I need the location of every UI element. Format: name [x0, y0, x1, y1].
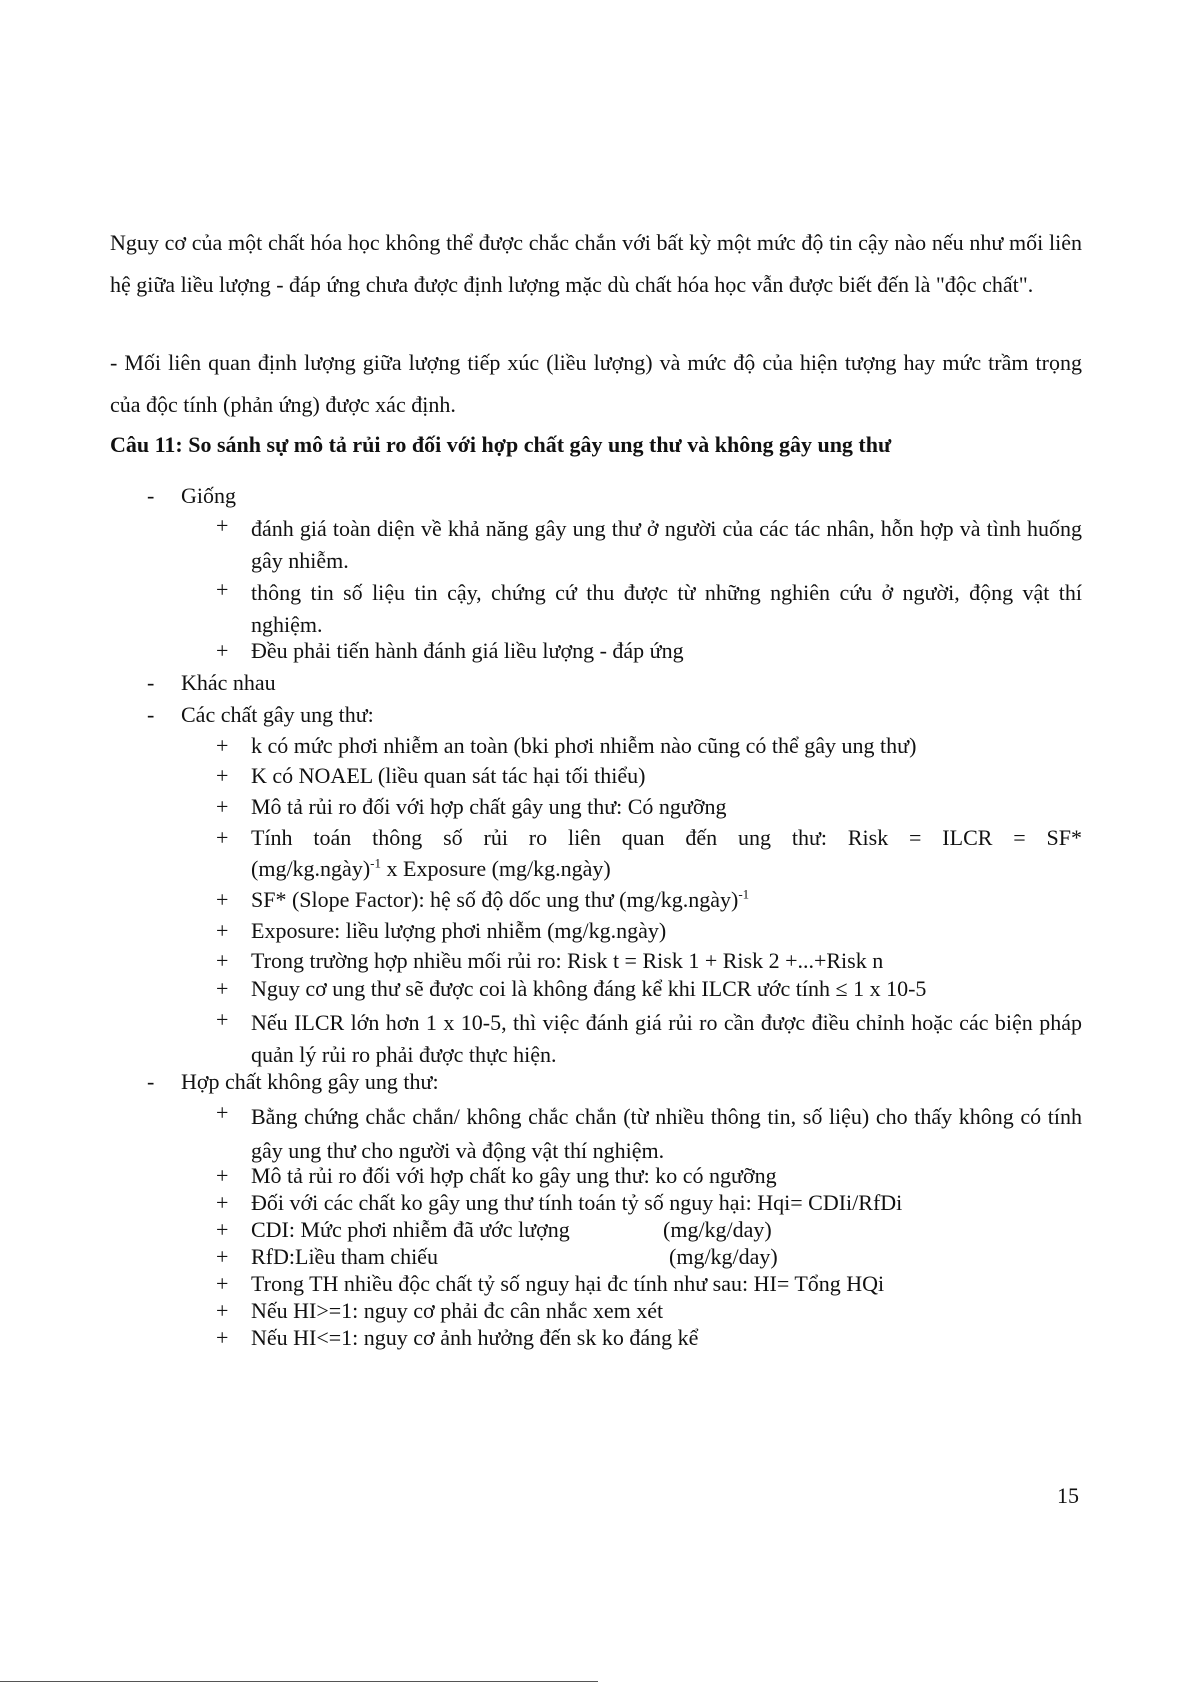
- list-item: Nếu HI>=1: nguy cơ phải đc cân nhắc xem xét: [251, 1298, 664, 1323]
- bullet-plus: +: [216, 513, 229, 538]
- khong-gay-ung-thu-label: Hợp chất không gây ung thư:: [181, 1069, 439, 1094]
- list-item: Trong trường hợp nhiều mối rủi ro: Risk t = Risk 1 + Risk 2 +...+Risk n: [251, 948, 884, 973]
- bullet-plus: +: [216, 1271, 229, 1296]
- giong-label: Giống: [181, 483, 236, 508]
- khac-nhau-label: Khác nhau: [181, 670, 276, 695]
- risk-formula-exposure: x Exposure (mg/kg.ngày): [381, 856, 611, 881]
- list-item: Bằng chứng chắc chắn/ không chắc chắn (từ nhiều thông tin, số liệu) cho thấy không có tính gây ung thư cho người và động vật thí nghiệm.: [251, 1104, 1082, 1163]
- list-item: Đều phải tiến hành đánh giá liều lượng - đáp ứng: [251, 638, 684, 663]
- list-item: Mô tả rủi ro đối với hợp chất ko gây ung thư: ko có ngưỡng: [251, 1163, 777, 1188]
- bullet-plus: +: [216, 825, 229, 850]
- bullet-plus: +: [216, 976, 229, 1001]
- risk-formula-unit: (mg/kg.ngày): [251, 856, 371, 881]
- section-heading: Câu 11: So sánh sự mô tả rủi ro đối với hợp chất gây ung thư và không gây ung thư: [110, 432, 892, 457]
- bullet-plus: +: [216, 763, 229, 788]
- bullet-plus: +: [216, 733, 229, 758]
- superscript: -1: [738, 886, 750, 902]
- page-number: 15: [1057, 1483, 1079, 1508]
- intro-paragraph-2: - Mối liên quan định lượng giữa lượng tiếp xúc (liều lượng) và mức độ của hiện tượng hay mức trầm trọng của độc tính (phản ứng) được xác định.: [110, 350, 1082, 417]
- bullet-plus: +: [216, 1244, 229, 1269]
- bullet-dash: -: [147, 702, 155, 727]
- bullet-dash: -: [147, 670, 155, 695]
- list-item: Nguy cơ ung thư sẽ được coi là không đáng kể khi ILCR ước tính ≤ 1 x 10-5: [251, 976, 927, 1001]
- bullet-plus: +: [216, 1007, 229, 1032]
- bullet-plus: +: [216, 1100, 229, 1125]
- bullet-plus: +: [216, 948, 229, 973]
- rfd-label: RfD:Liều tham chiếu: [251, 1244, 438, 1269]
- rfd-item: [251, 1244, 778, 1270]
- list-item: k có mức phơi nhiễm an toàn (bki phơi nhiễm nào cũng có thể gây ung thư): [251, 733, 917, 758]
- bullet-dash: -: [147, 1069, 155, 1094]
- risk-formula-line-2: [251, 856, 611, 882]
- list-item: Nếu ILCR lớn hơn 1 x 10-5, thì việc đánh giá rủi ro cần được điều chỉnh hoặc các biện pháp quản lý rủi ro phải được thực hiện.: [251, 1010, 1082, 1067]
- cdi-label: CDI: Mức phơi nhiễm đã ước lượng: [251, 1217, 570, 1242]
- bullet-plus: +: [216, 1217, 229, 1242]
- list-item: đánh giá toàn diện về khả năng gây ung thư ở người của các tác nhân, hỗn hợp và tình huống gây nhiễm.: [251, 516, 1082, 573]
- bullet-plus: +: [216, 1325, 229, 1350]
- cdi-item: [251, 1217, 772, 1243]
- list-item: K có NOAEL (liều quan sát tác hại tối thiểu): [251, 763, 646, 788]
- slope-factor-item: [251, 887, 749, 913]
- list-item: Exposure: liều lượng phơi nhiễm (mg/kg.ngày): [251, 918, 667, 943]
- rfd-unit: (mg/kg/day): [669, 1244, 778, 1269]
- slope-factor-text: SF* (Slope Factor): hệ số độ dốc ung thư (mg/kg.ngày): [251, 887, 739, 912]
- list-item: Mô tả rủi ro đối với hợp chất gây ung thư: Có ngưỡng: [251, 794, 727, 819]
- bullet-plus: +: [216, 918, 229, 943]
- bullet-dash: -: [147, 483, 155, 508]
- list-item: Nếu HI<=1: nguy cơ ảnh hưởng đến sk ko đáng kể: [251, 1325, 699, 1350]
- footer-divider: [0, 1681, 598, 1682]
- list-item: thông tin số liệu tin cậy, chứng cứ thu được từ những nghiên cứu ở người, động vật thí nghiệm.: [251, 580, 1082, 637]
- bullet-plus: +: [216, 577, 229, 602]
- bullet-plus: +: [216, 794, 229, 819]
- cdi-unit: (mg/kg/day): [663, 1217, 772, 1242]
- bullet-plus: +: [216, 1163, 229, 1188]
- bullet-plus: +: [216, 1298, 229, 1323]
- bullet-plus: +: [216, 887, 229, 912]
- superscript: -1: [370, 855, 381, 871]
- bullet-plus: +: [216, 1190, 229, 1215]
- risk-formula-line-1: Tính toán thông số rủi ro liên quan đến ung thư: Risk = ILCR = SF*: [251, 825, 1082, 850]
- gay-ung-thu-label: Các chất gây ung thư:: [181, 702, 374, 727]
- intro-paragraph-1: Nguy cơ của một chất hóa học không thể được chắc chắn với bất kỳ một mức độ tin cậy nào nếu như mối liên hệ giữa liều lượng - đáp ứng chưa được định lượng mặc dù chất hóa học vẫn được biết đến là "độc chất".: [110, 230, 1082, 297]
- list-item: Đối với các chất ko gây ung thư tính toán tỷ số nguy hại: Hqi= CDIi/RfDi: [251, 1190, 903, 1215]
- list-item: Trong TH nhiều độc chất tỷ số nguy hại đc tính như sau: HI= Tổng HQi: [251, 1271, 885, 1296]
- bullet-plus: +: [216, 638, 229, 663]
